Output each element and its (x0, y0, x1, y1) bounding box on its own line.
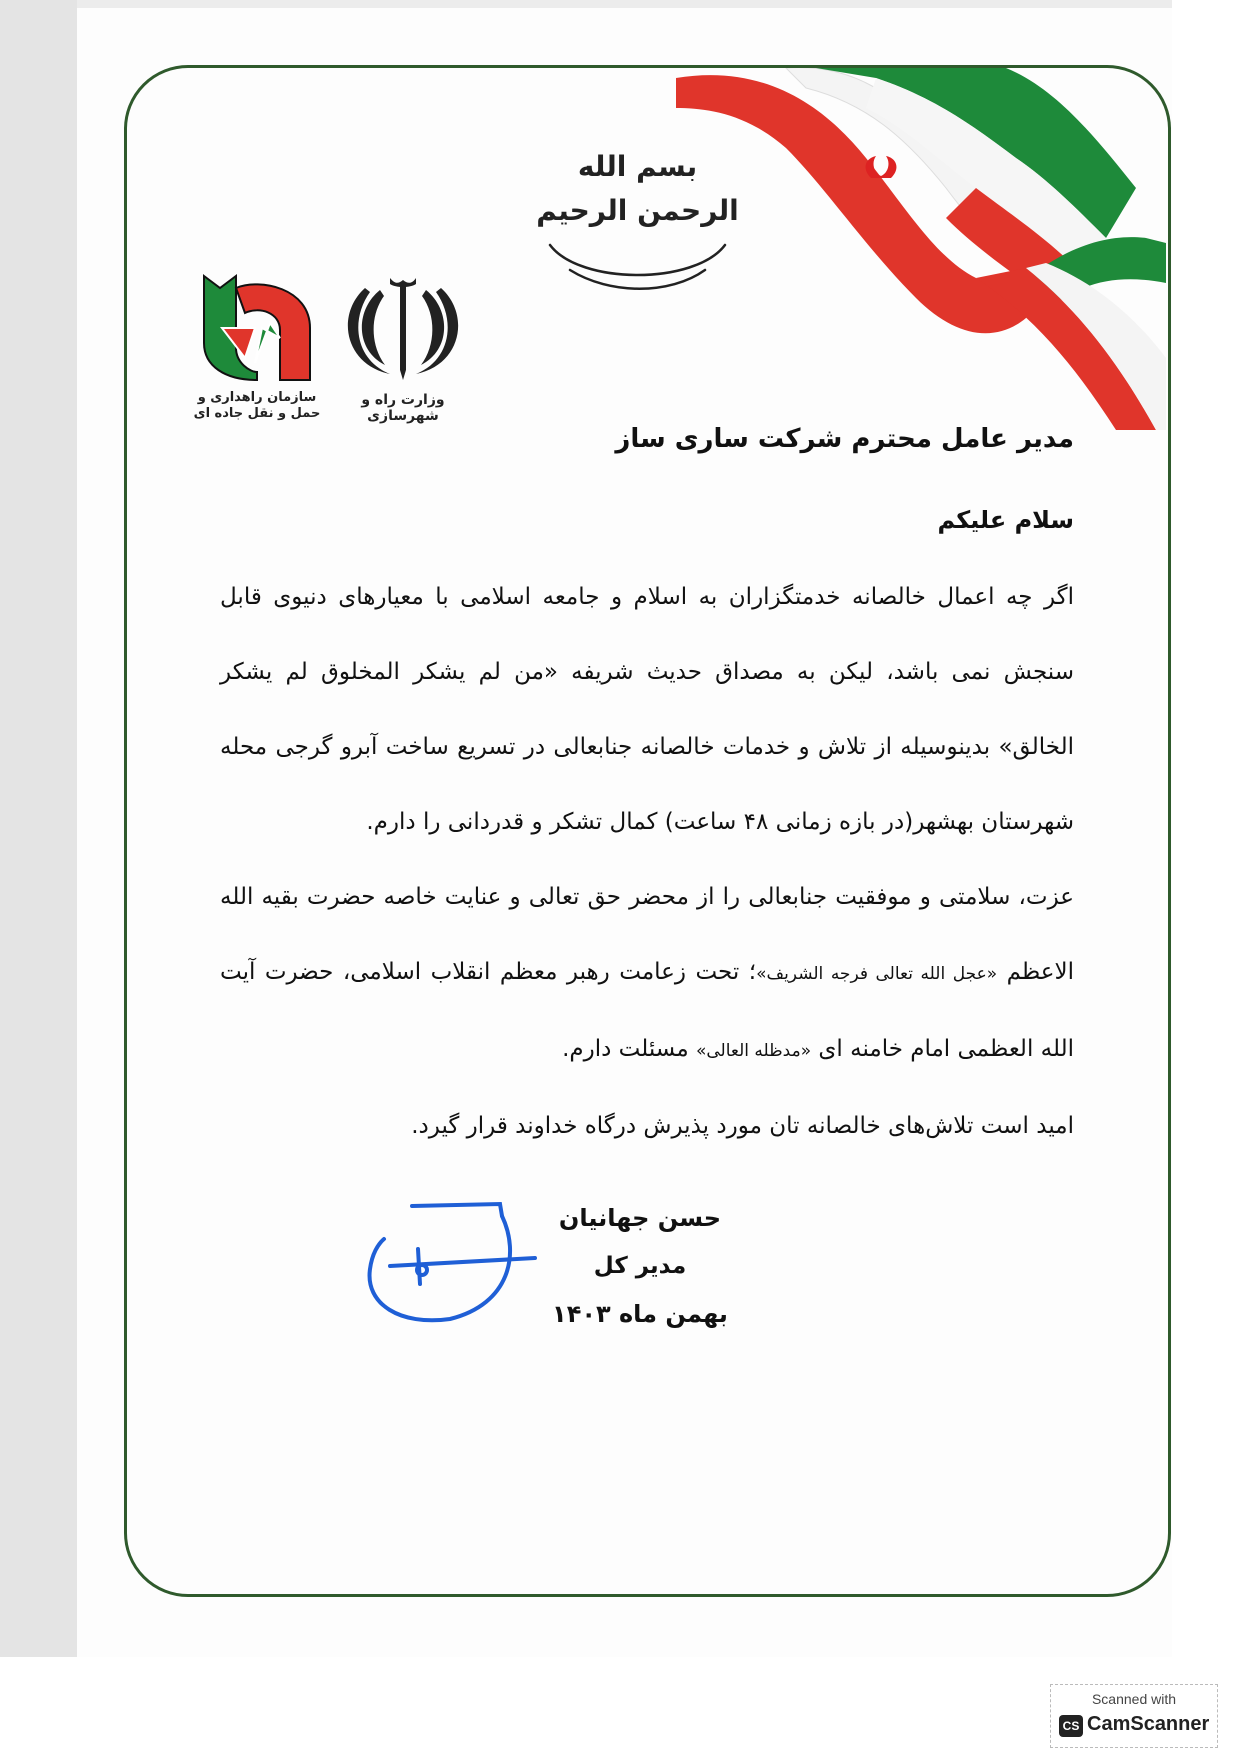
paragraph-2 (220, 860, 1074, 1089)
signer-position: مدیر کل (593, 1253, 687, 1279)
handwritten-signature (360, 1194, 620, 1334)
road-maintenance-logo (200, 268, 314, 384)
letter-greeting: سلام علیکم (937, 506, 1074, 534)
honorific-1: «عجل الله تعالی فرجه الشریف» (756, 964, 998, 984)
signer-name: حسن جهانیان (558, 1204, 722, 1232)
badge-caption: Scanned with (1091, 1691, 1177, 1707)
iran-emblem (340, 270, 466, 384)
badge-brand: CamScanner (1087, 1713, 1210, 1735)
paragraph-2-text: مسئلت دارم. (562, 1036, 696, 1062)
bismillah-calligraphy (530, 135, 745, 295)
road-maintenance-caption: سازمان راهداری و حمل و نقل جاده ای (193, 390, 321, 421)
scan-edge (0, 0, 77, 1657)
paragraph-3: امید است تلاش‌های خالصانه تان مورد پذیرش درگاه خداوند قرار گیرد. (411, 1113, 1074, 1139)
honorific-2: «مدظله العالی» (695, 1041, 812, 1061)
paragraph-1: اگر چه اعمال خالصانه خدمتگزاران به اسلام و جامعه اسلامی با معیارهای دنیوی قابل سنجش نمی باشد، لیکن به مصداق حدیث شریفه «من لم یشکر المخلوق لم یشکر الخالق» بدینوسیله از تلاش و خدمات خالصانه جنابعالی در تسریع ساخت آبرو گرجی محله شهرستان بهشهر(در بازه زمانی ۴۸ ساعت) کمال تشکر و قدردانی را دارم. (220, 584, 1074, 835)
paragraph-2-text: عزت، سلامتی و موفقیت جنابعالی را از محضر حق تعالی و عنایت خاصه حضرت بقیه الله الاعظم (220, 884, 1074, 985)
ministry-caption: وزارت راه و شهرسازی (361, 392, 445, 424)
camscanner-icon: CS (1059, 1715, 1083, 1737)
iran-flag-ribbon (676, 68, 1166, 430)
bismillah-text: بسم الله الرحمن الرحیم (536, 150, 739, 227)
letter-recipient: مدیر عامل محترم شرکت ساری ساز (615, 424, 1074, 454)
letter-date: بهمن ماه ۱۴۰۳ (552, 1300, 728, 1328)
letter-body (220, 560, 1074, 1338)
paragraph-2-text: ؛ تحت زعامت رهبر معظم انقلاب اسلامی، حضرت آیت الله العظمی امام خامنه ای (220, 959, 1074, 1062)
signature-area (540, 1194, 740, 1338)
scan-edge-top (77, 0, 1172, 8)
camscanner-badge (1050, 1684, 1218, 1748)
